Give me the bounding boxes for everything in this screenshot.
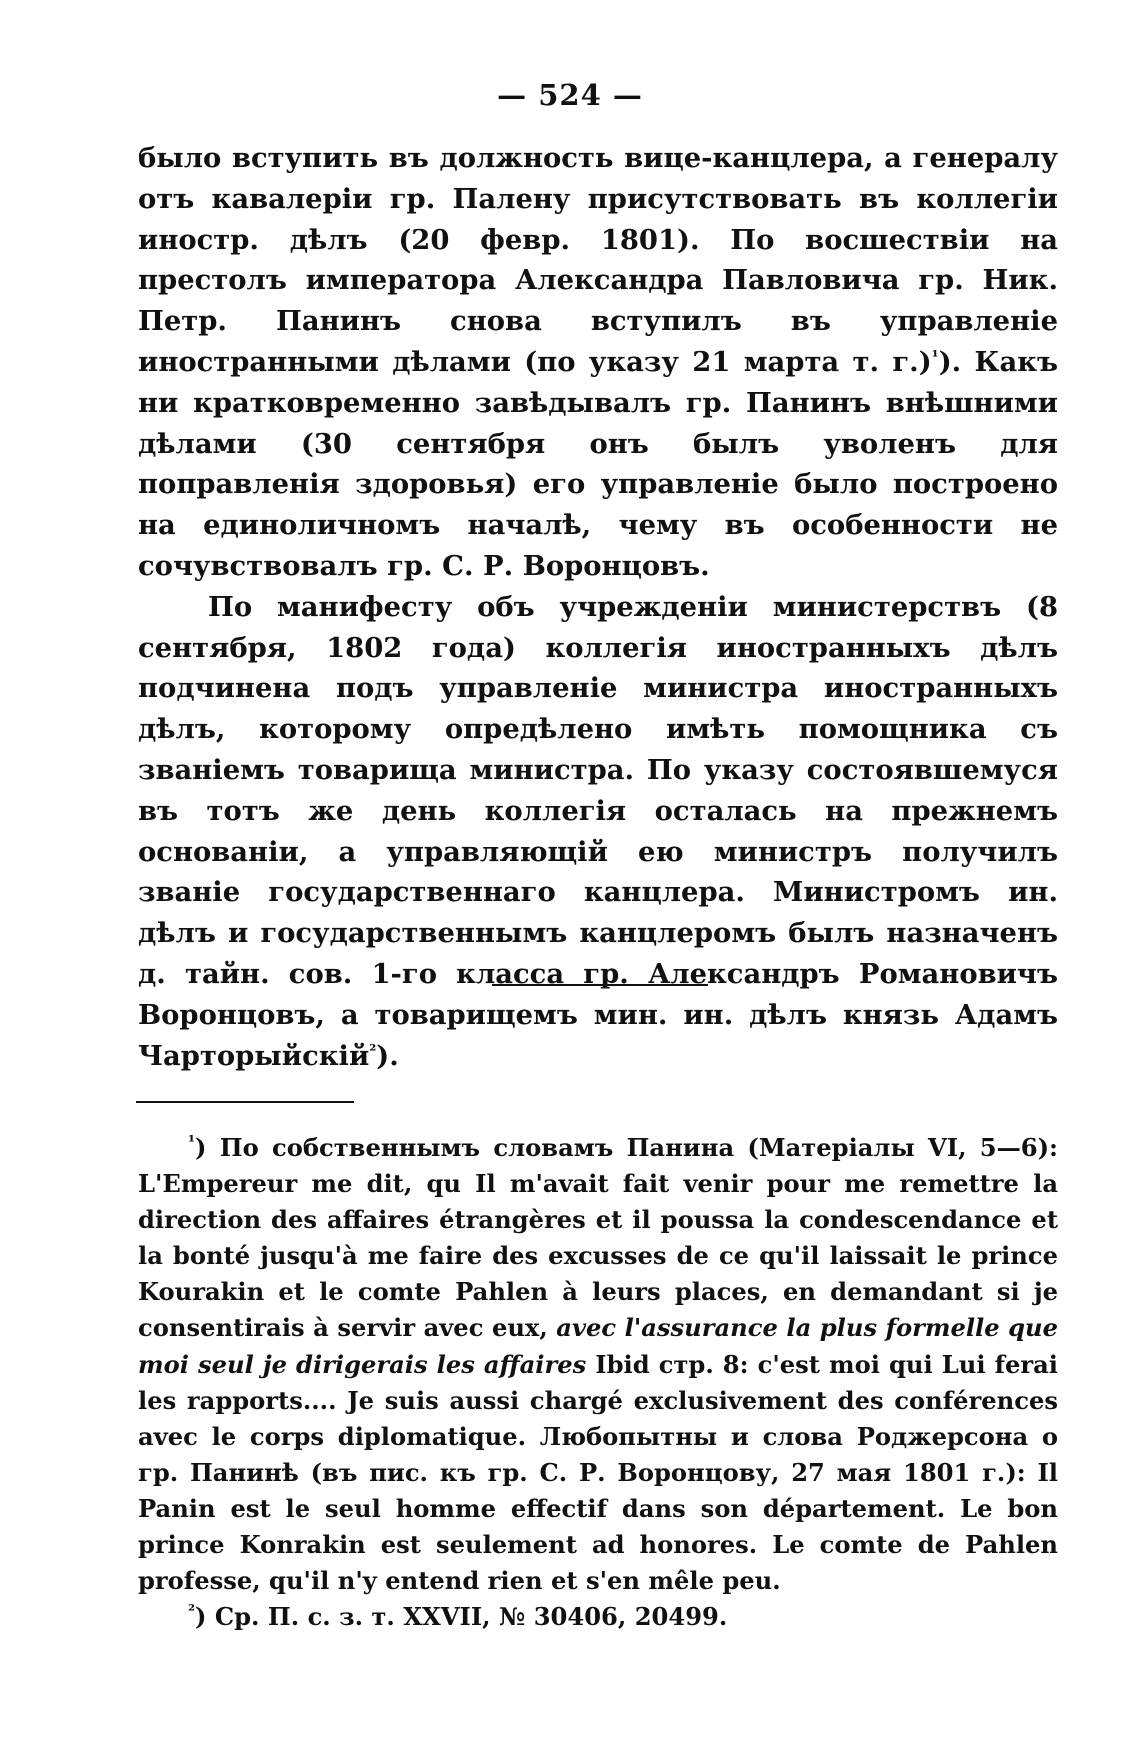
paragraph-2-text-a: По манифесту объ учрежденіи министерствъ (8 сентября, 1802 года) коллегія иностранныхъ дѣлъ подчинена подъ управленіе министра иностранныхъ дѣлъ, которому опредѣлено имѣть помощника съ званіемъ товарища министра. По указу состоявшемуся въ тотъ же день коллегія осталась на прежнемъ основаніи, а управляющій ею министръ получилъ званіе государственнаго канцлера. Министромъ ин. дѣлъ и государственнымъ канцлеромъ былъ назначенъ д. тайн. сов. 1-го класса гр. Александръ Романовичъ Воронцовъ, а товарищемъ мин. ин. дѣлъ князь Адамъ Чарторыйскій bbox=[138, 590, 1058, 1072]
footnote-1-text-b: Ibid стр. 8: c'est moi qui Lui ferai les rapports.... Je suis aussi chargé exclusivement des conférences avec le corps diplomatique. Любопытны и слова Роджерсона о гр. Панинѣ (въ пис. къ гр. С. Р. Воронцову, 27 мая 1801 г.): Il Panin est le seul homme effectif dans son département. Le bon prince Konrakin est seulement ad honores. Le comte de Pahlen professe, qu'il n'y entend rien et s'en mêle peu. bbox=[138, 1349, 1059, 1596]
footnote-rule bbox=[136, 1101, 354, 1103]
page-number: — 524 — bbox=[497, 78, 643, 112]
footnote-1-italic: avec l'assurance la plus formelle que moi seul je dirigerais les affaires bbox=[138, 1313, 1059, 1379]
footnote-1 bbox=[138, 1130, 1058, 1599]
paragraph-1-text-a: было вступить въ должность вице-канцлера, а генералу отъ кавалеріи гр. Палену присутствовать въ коллегіи иностр. дѣлъ (20 февр. 1801). По восшествіи на престолъ императора Александра Павловича гр. Ник. Петр. Панинъ снова вступилъ въ управленіе иностранными дѣлами (по указу 21 марта т. г.) bbox=[138, 142, 1058, 378]
footnote-ref-1: ¹ bbox=[931, 346, 939, 366]
paragraph-2-text-b: ). bbox=[376, 1039, 399, 1072]
paragraph-1-text-b: ). Какъ ни кратковременно завѣдывалъ гр. Панинъ внѣшними дѣлами (30 сентября онъ былъ уволенъ для поправленія здоровья) его управленіе было построено на единоличномъ началѣ, чему въ особенности не сочувствовалъ гр. С. Р. Воронцовъ. bbox=[138, 345, 1058, 582]
footnote-2-marker: ² bbox=[188, 1601, 196, 1621]
footnote-1-text-a: ) По собственнымъ словамъ Панина (Матеріалы VI, 5—6): L'Empereur me dit, qu Il m'avait fait venir pour me remettre la direction des affaires étrangères et il poussa la condescendance et la bonté jusqu'à me faire des excusses de ce qu'il laissait le prince Kourakin et le comte Pahlen à leurs places, en demandant si je consentirais à servir avec eux, bbox=[138, 1133, 1058, 1343]
section-divider bbox=[492, 984, 708, 986]
footnote-2-text: ) Ср. П. с. з. т. XXVII, № 30406, 20499. bbox=[195, 1602, 728, 1632]
paragraph-1 bbox=[138, 138, 1058, 587]
footnote-2 bbox=[138, 1599, 1058, 1635]
paragraph-2 bbox=[138, 587, 1058, 1077]
footnote-ref-2: ² bbox=[369, 1040, 377, 1060]
main-text bbox=[138, 138, 1058, 1076]
footnotes bbox=[138, 1130, 1058, 1635]
footnote-1-marker: ¹ bbox=[188, 1132, 196, 1151]
